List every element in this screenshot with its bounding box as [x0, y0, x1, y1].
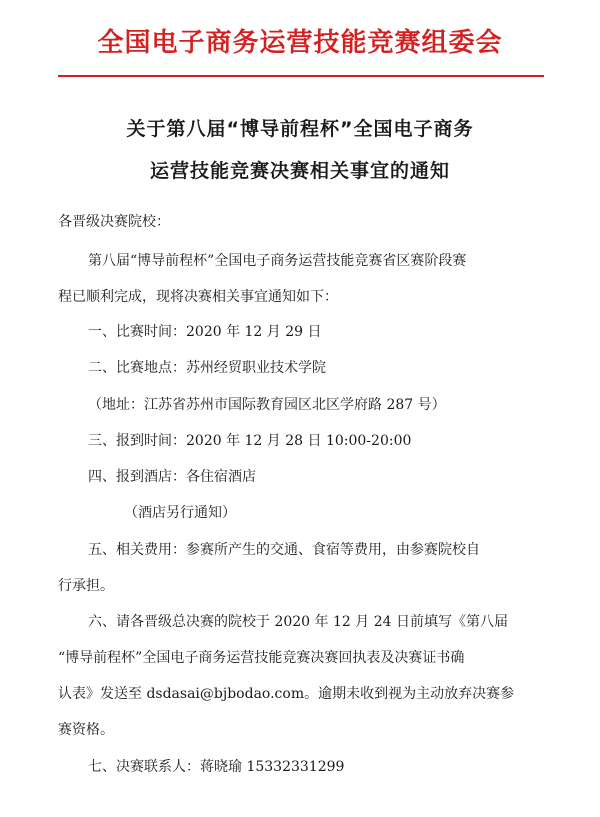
item-6-line-4: 赛资格。: [58, 722, 114, 738]
header-divider: [58, 75, 544, 77]
notice-title-line-2: 运营技能竞赛决赛相关事宜的通知: [149, 160, 450, 182]
item-7-contact: 七、决赛联系人：蒋晓瑜 15332331299: [88, 759, 345, 775]
item-5-line-1: 五、相关费用：参赛所产生的交通、食宿等费用，由参赛院校自: [88, 542, 480, 558]
item-2-venue: 二、比赛地点：苏州经贸职业技术学院: [88, 360, 326, 376]
intro-line-1: 第八届“博导前程杯”全国电子商务运营技能竞赛省区赛阶段赛: [88, 253, 467, 269]
intro-line-2: 程已顺利完成，现将决赛相关事宜通知如下：: [58, 289, 338, 305]
item-4-hotel-note: （酒店另行通知）: [124, 505, 236, 521]
item-6-line-3: 认表》发送至 dsdasai@bjbodao.com。逾期未收到视为主动放弃决赛参: [58, 686, 515, 702]
salutation: 各晋级决赛院校：: [58, 214, 170, 230]
item-3-checkin-time: 三、报到时间：2020 年 12 月 28 日 10:00-20:00: [88, 433, 412, 449]
item-6-line-2: “博导前程杯”全国电子商务运营技能竞赛决赛回执表及决赛证书确: [58, 650, 465, 666]
notice-title-line-1: 关于第八届“博导前程杯”全国电子商务: [126, 118, 474, 140]
item-4-hotel: 四、报到酒店：各住宿酒店: [88, 469, 256, 485]
item-2-address: （地址：江苏省苏州市国际教育园区北区学府路 287 号）: [88, 397, 446, 413]
item-5-line-2: 行承担。: [58, 578, 114, 594]
organization-header: 全国电子商务运营技能竞赛组委会: [97, 28, 503, 58]
item-1-time: 一、比赛时间：2020 年 12 月 29 日: [88, 324, 322, 340]
item-6-line-1: 六、请各晋级总决赛的院校于 2020 年 12 月 24 日前填写《第八届: [88, 614, 508, 630]
